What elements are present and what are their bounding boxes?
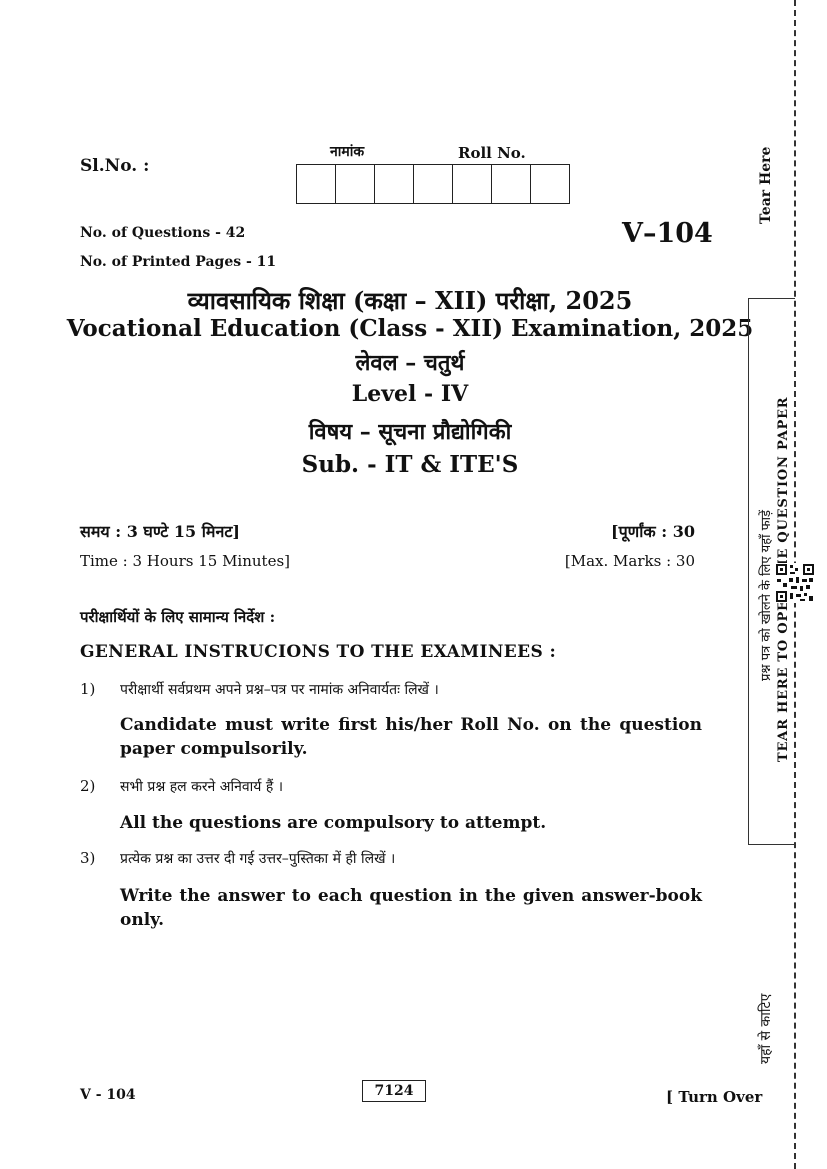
tear-to-open-hindi: प्रश्न पत्र को खोलने के लिए यहाँ फाड़ें <box>759 510 774 681</box>
cut-here-label: यहाँ से काटिए <box>758 993 774 1064</box>
level: Level - IV <box>351 381 469 407</box>
serial-number-label: Sl.No. : <box>80 156 150 176</box>
instructions-heading: GENERAL INSTRUCIONS TO THE EXAMINEES : <box>80 642 557 662</box>
exam-title-hindi: व्यावसायिक शिक्षा (कक्षा – XII) परीक्षा, 2025 <box>187 286 633 315</box>
instruction-number: 3) <box>80 849 96 867</box>
roll-number-box[interactable] <box>453 165 492 203</box>
roll-number-label: Roll No. <box>458 144 526 162</box>
instruction-number: 1) <box>80 680 96 698</box>
time-hindi: समय : 3 घण्टे 15 मिनट] <box>80 522 240 541</box>
roll-number-box[interactable] <box>492 165 531 203</box>
level-hindi: लेवल – चतुर्थ <box>355 350 465 376</box>
max-marks-hindi: [पूर्णांक : 30 <box>611 522 695 541</box>
subject-hindi: विषय – सूचना प्रौद्योगिकी <box>308 419 512 445</box>
number-of-questions: No. of Questions - 42 <box>80 225 246 241</box>
number-of-pages: No. of Printed Pages - 11 <box>80 254 277 270</box>
instruction-hindi: प्रत्येक प्रश्न का उत्तर दी गई उत्तर–पुस्तिका में ही लिखें । <box>120 851 396 867</box>
roll-number-box[interactable] <box>375 165 414 203</box>
roll-number-box[interactable] <box>297 165 336 203</box>
footer-paper-code: V - 104 <box>80 1087 136 1103</box>
roll-number-box[interactable] <box>336 165 375 203</box>
paper-code: V–104 <box>622 218 713 249</box>
footer-code-box: 7124 <box>362 1080 426 1102</box>
roll-number-boxes <box>296 164 570 204</box>
qr-code-icon <box>775 563 815 603</box>
instruction-hindi: सभी प्रश्न हल करने अनिवार्य हैं । <box>120 779 284 795</box>
instruction-english: All the questions are compulsory to attempt. <box>120 813 547 833</box>
subject: Sub. - IT & ITE'S <box>301 451 519 478</box>
instruction-english: Candidate must write first his/her Roll No. on the question paper compulsorily. <box>120 715 702 759</box>
instructions-heading-hindi: परीक्षार्थियों के लिए सामान्य निर्देश : <box>80 608 276 626</box>
instruction-hindi: परीक्षार्थी सर्वप्रथम अपने प्रश्न–पत्र पर नामांक अनिवार्यतः लिखें । <box>120 682 439 698</box>
tear-here-label: Tear Here <box>758 146 774 224</box>
exam-title: Vocational Education (Class - XII) Examination, 2025 <box>66 315 754 342</box>
instruction-number: 2) <box>80 777 96 795</box>
turn-over-label: [ Turn Over <box>666 1088 763 1106</box>
max-marks: [Max. Marks : 30 <box>564 552 695 570</box>
roll-number-label-hindi: नामांक <box>330 144 365 160</box>
time: Time : 3 Hours 15 Minutes] <box>80 552 290 570</box>
instruction-english: Write the answer to each question in the given answer-book only. <box>120 886 702 930</box>
roll-number-box[interactable] <box>531 165 569 203</box>
roll-number-box[interactable] <box>414 165 453 203</box>
